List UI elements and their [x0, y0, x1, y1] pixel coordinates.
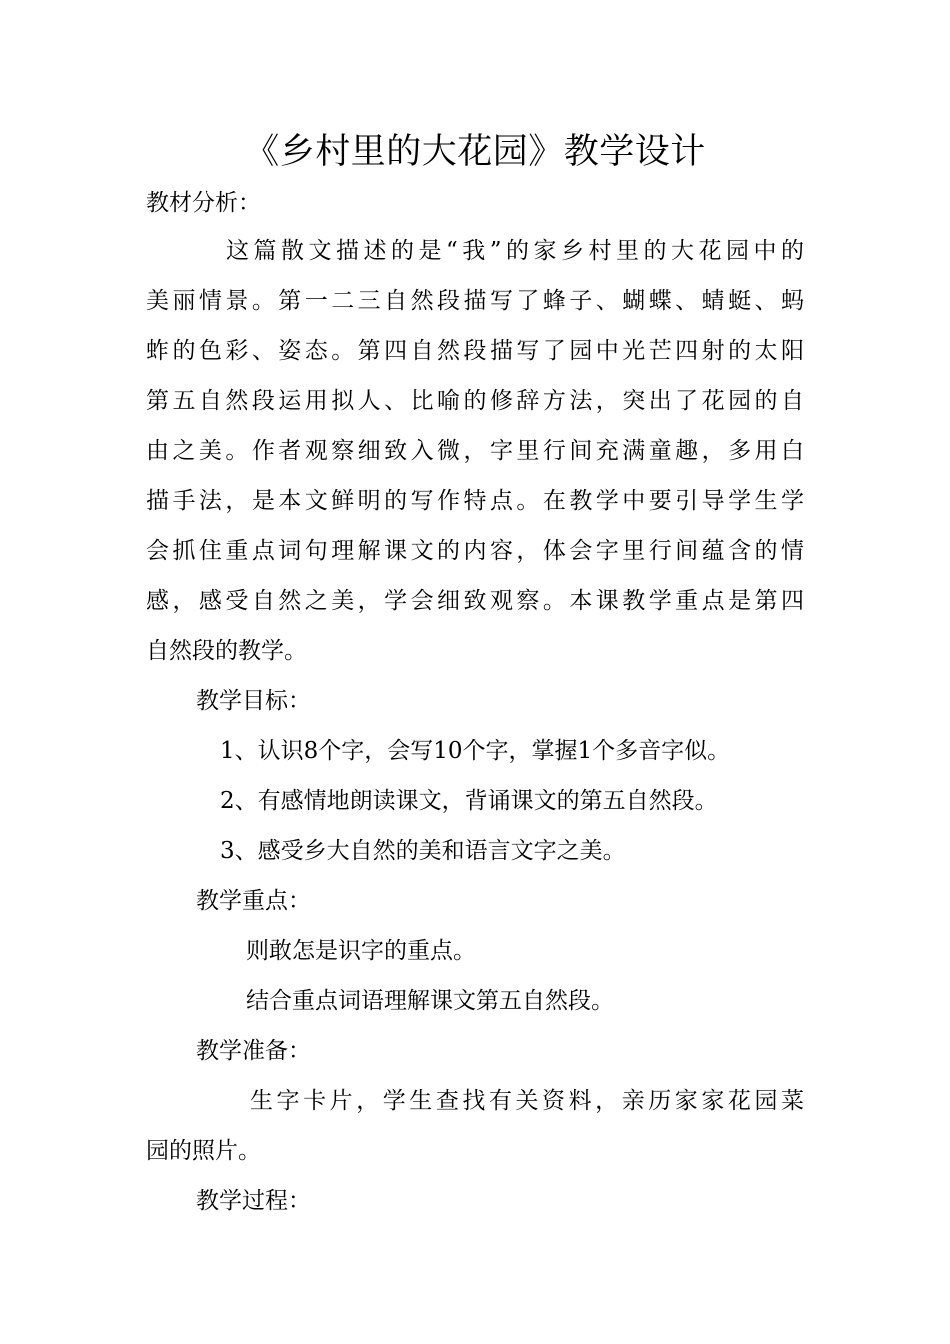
material-paragraph-line: 这篇散文描述的是“我”的家乡村里的大花园中的: [226, 238, 804, 264]
material-paragraph-line: 感，感受自然之美，学会细致观察。本课教学重点是第四: [146, 588, 804, 614]
goal-item: 3、感受乡大自然的美和语言文字之美。: [220, 838, 626, 864]
material-paragraph-line: 第五自然段运用拟人、比喻的修辞方法，突出了花园的自: [146, 388, 804, 414]
section-heading-preparation: 教学准备：: [196, 1038, 311, 1064]
key-point-item: 结合重点词语理解课文第五自然段。: [246, 988, 614, 1014]
section-heading-material: 教材分析：: [146, 190, 261, 216]
material-paragraph-line: 美丽情景。第一二三自然段描写了蜂子、蝴蝶、蜻蜓、蚂: [146, 288, 804, 314]
document-title: 《乡村里的大花园》教学设计: [244, 132, 706, 172]
material-paragraph-line: 会抓住重点词句理解课文的内容，体会字里行间蕴含的情: [146, 538, 804, 564]
section-heading-goals: 教学目标：: [196, 688, 311, 714]
preparation-line: 园的照片。: [146, 1138, 261, 1164]
material-paragraph-line: 蚱的色彩、姿态。第四自然段描写了园中光芒四射的太阳: [146, 338, 804, 364]
goal-item: 2、有感情地朗读课文，背诵课文的第五自然段。: [220, 788, 718, 814]
key-point-item: 则敢怎是识字的重点。: [246, 938, 476, 964]
section-heading-key-points: 教学重点：: [196, 888, 311, 914]
preparation-line: 生字卡片，学生查找有关资料，亲历家家花园菜: [250, 1088, 804, 1114]
goal-item: 1、认识8个字，会写10个字，掌握1个多音字似。: [220, 738, 731, 764]
material-paragraph-line: 自然段的教学。: [146, 638, 307, 664]
material-paragraph-line: 由之美。作者观察细致入微，字里行间充满童趣，多用白: [146, 438, 804, 464]
material-paragraph-line: 描手法，是本文鲜明的写作特点。在教学中要引导学生学: [146, 488, 804, 514]
section-heading-process: 教学过程：: [196, 1188, 311, 1214]
